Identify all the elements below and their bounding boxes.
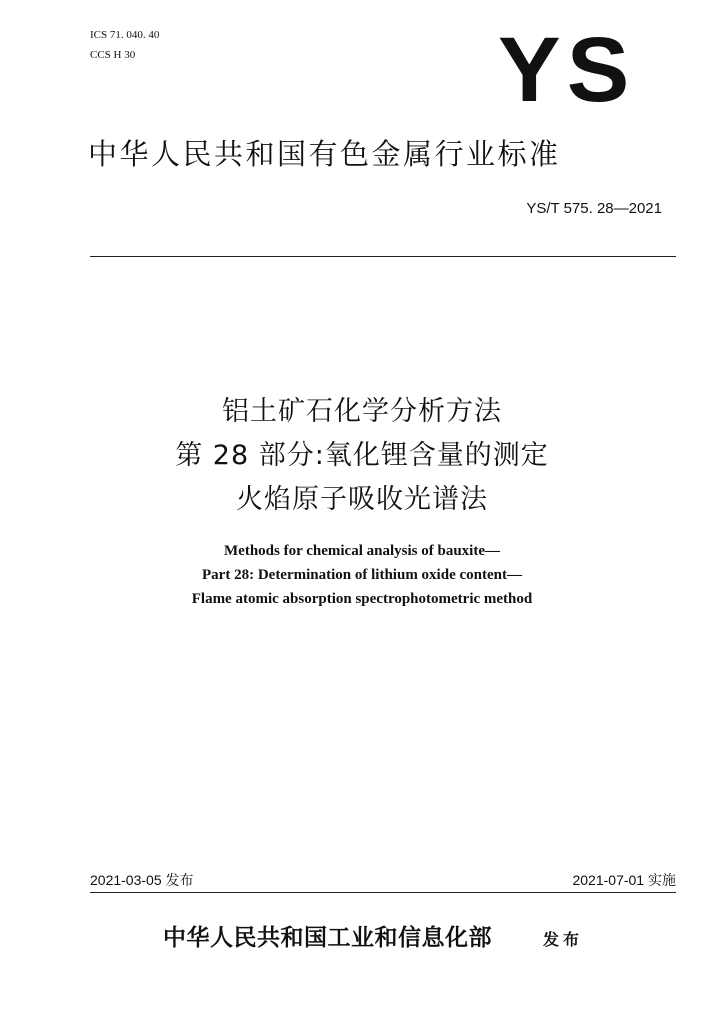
standard-number: YS/T 575. 28—2021 <box>526 200 662 217</box>
header-divider <box>90 256 676 257</box>
issue-date: 2021-03-05 发布 <box>90 872 194 888</box>
standard-category-title: 中华人民共和国有色金属行业标准 <box>88 137 561 171</box>
ys-logo: YS <box>498 19 636 121</box>
english-title-line-2: Part 28: Determination of lithium oxide content— <box>202 567 522 583</box>
chinese-title-line-2: 第 28 部分:氧化锂含量的测定 <box>175 440 549 471</box>
implementation-date: 2021-07-01 实施 <box>572 872 676 888</box>
english-title-line-1: Methods for chemical analysis of bauxite— <box>224 543 500 559</box>
chinese-title-line-1: 铝土矿石化学分析方法 <box>222 396 502 427</box>
footer-divider <box>90 892 676 893</box>
english-title-line-3: Flame atomic absorption spectrophotometric method <box>191 591 533 607</box>
chinese-title-line-3: 火焰原子吸收光谱法 <box>236 484 488 515</box>
issue-label: 发布 <box>543 930 584 949</box>
ics-code: ICS 71. 040. 40 <box>90 29 160 41</box>
issuing-authority: 中华人民共和国工业和信息化部 <box>163 924 492 951</box>
ccs-code: CCS H 30 <box>90 49 136 61</box>
